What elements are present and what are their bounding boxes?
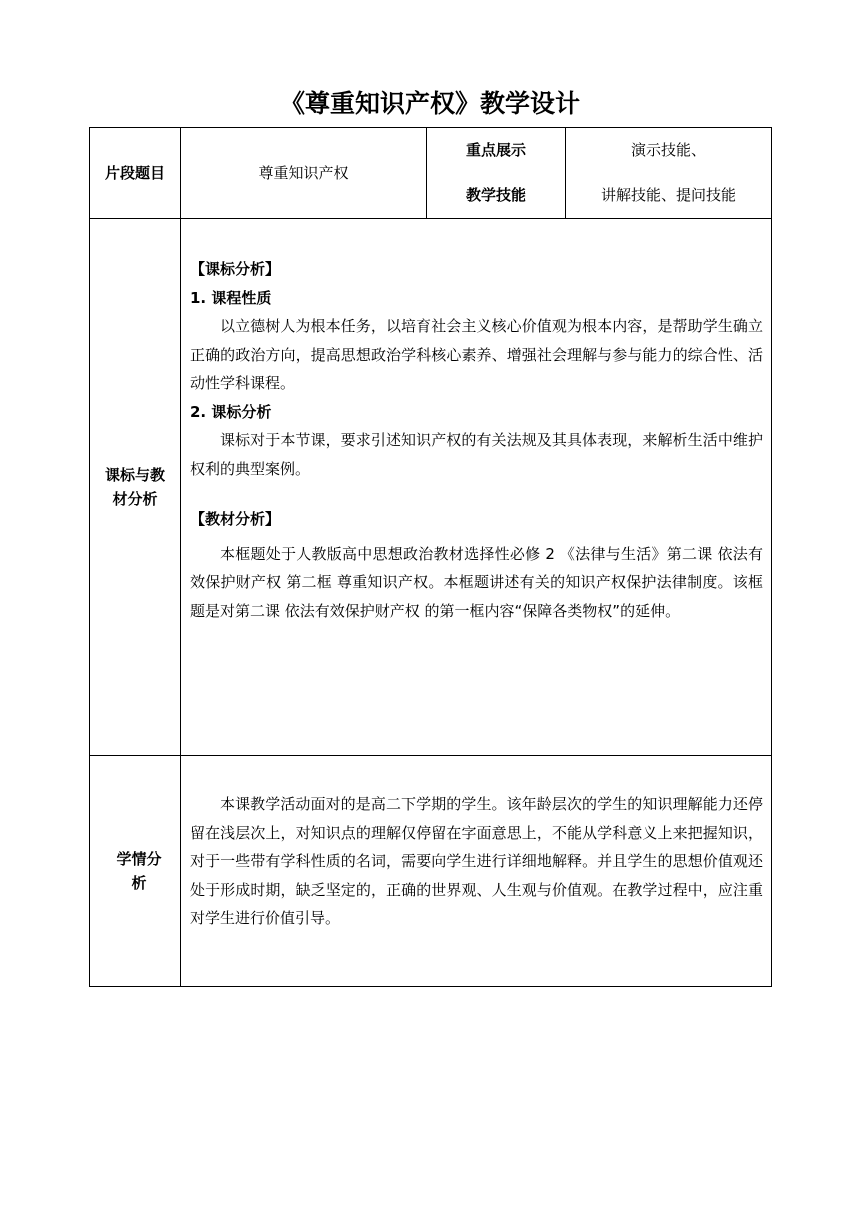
page-title: 《尊重知识产权》教学设计 (279, 89, 580, 118)
focus-label-cell (427, 128, 566, 219)
segment-label-cell (90, 128, 181, 219)
spacer (190, 483, 763, 505)
learners-text: 本课教学活动面对的是高二下学期的学生。该年龄层次的学生的知识理解能力还停留在浅层次上，对知识点的理解仅停留在字面意思上，不能从学科意义上来把握知识，对于一些带有学科性质的名词，需要向学生进行详细地解释。并且学生的思想价值观还处于形成时期，缺乏坚定的，正确的世界观、人生观与价值观。在教学过程中，应注重对学生进行价值引导。 (190, 795, 763, 927)
learners-label-cell (90, 756, 181, 987)
segment-value: 尊重知识产权 (258, 163, 349, 182)
focus-label-line1: 重点展示 (465, 141, 526, 159)
segment-label: 片段题目 (104, 164, 165, 182)
analysis-text: 课标对于本节课，要求引述知识产权的有关法规及其具体表现，来解析生活中维护权利的典型案例。 (190, 431, 763, 478)
skills-line1: 演示技能、 (630, 141, 706, 159)
header-row (90, 128, 772, 219)
curriculum-content-cell (181, 219, 772, 756)
learners-label: 学情分析 (116, 850, 162, 892)
nature-text: 以立德树人为根本任务，以培育社会主义核心价值观为根本内容，是帮助学生确立正确的政治方向，提高思想政治学科核心素养、增强社会理解与参与能力的综合性、活动性学科课程。 (190, 317, 763, 392)
nature-heading: 1. 课程性质 (190, 288, 272, 307)
textbook-heading: 【教材分析】 (190, 510, 281, 528)
curriculum-label: 课标与教材分析 (104, 466, 165, 508)
segment-value-cell (181, 128, 427, 219)
curriculum-row (90, 219, 772, 756)
learners-row (90, 756, 772, 987)
skills-cell (566, 128, 772, 219)
curriculum-label-cell (90, 219, 181, 756)
textbook-text: 本框题处于人教版高中思想政治教材选择性必修 2 《法律与生活》第二课 依法有效保护财产权 第二框 尊重知识产权。本框题讲述有关的知识产权保护法律制度。该框题是对第二课 依法有效保护财产权 的第一框内容“保障各类物权”的延伸。 (190, 544, 763, 620)
skills-line2: 讲解技能、提问技能 (600, 186, 736, 204)
analysis-heading: 2. 课标分析 (190, 402, 272, 421)
learners-content-cell (181, 756, 772, 987)
lesson-design-table (89, 127, 772, 987)
focus-label-line2: 教学技能 (465, 186, 526, 204)
standards-heading: 【课标分析】 (190, 260, 281, 278)
